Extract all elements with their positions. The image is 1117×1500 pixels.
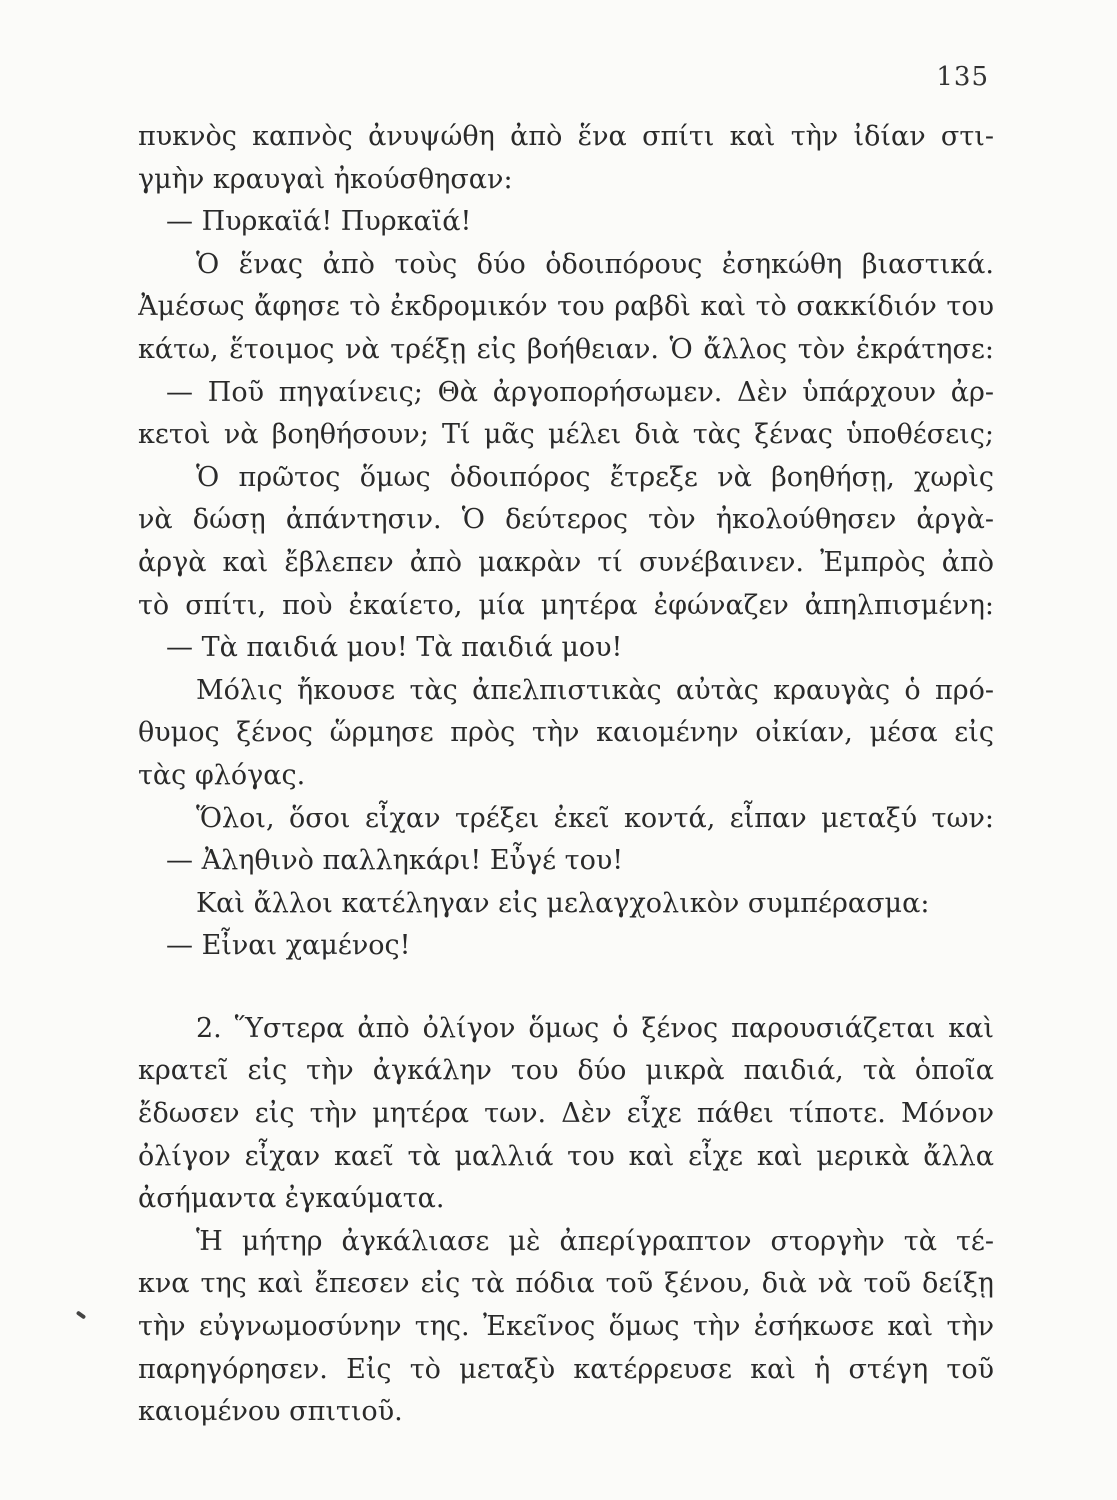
paper-speck: [76, 1310, 86, 1319]
text-line: Ὁ ἕνας ἀπὸ τοὺς δύο ὁδοιπόρους ἐσηκώθη βιαστικά.: [196, 248, 994, 280]
text-line: — Εἶναι χαμένος!: [166, 930, 411, 962]
text-line: ἀργὰ καὶ ἔβλεπεν ἀπὸ μακρὰν τί συνέβαινεν. Ἐμπρὸς ἀπὸ: [138, 546, 994, 578]
text-line: τὰς φλόγας.: [138, 759, 306, 791]
text-line: — Τὰ παιδιά μου! Τὰ παιδιά μου!: [166, 632, 623, 664]
body-text: [138, 116, 994, 1434]
text-line: κρατεῖ εἰς τὴν ἀγκάλην του δύο μικρὰ παιδιά, τὰ ὁποῖα: [138, 1055, 994, 1087]
text-line: 2. Ὕστερα ἀπὸ ὀλίγον ὅμως ὁ ξένος παρουσιάζεται καὶ: [196, 1012, 994, 1044]
text-line: κνα της καὶ ἔπεσεν εἰς τὰ πόδια τοῦ ξένου, διὰ νὰ τοῦ δείξῃ: [138, 1268, 994, 1300]
text-line: — Ἀληθινὸ παλληκάρι! Εὖγέ του!: [166, 845, 624, 877]
text-line: Ὅλοι, ὅσοι εἶχαν τρέξει ἐκεῖ κοντά, εἶπαν μεταξύ των:: [196, 802, 994, 834]
text-line: Ἡ μήτηρ ἀγκάλιασε μὲ ἀπερίγραπτον στοργὴν τὰ τέ-: [196, 1225, 994, 1257]
text-line: κάτω, ἕτοιμος νὰ τρέξῃ εἰς βοήθειαν. Ὁ ἄλλος τὸν ἐκράτησε:: [138, 333, 994, 365]
text-line: καιομένου σπιτιοῦ.: [138, 1396, 403, 1428]
text-line: πυκνὸς καπνὸς ἀνυψώθη ἀπὸ ἕνα σπίτι καὶ τὴν ἰδίαν στι-: [138, 121, 994, 152]
text-line: τὸ σπίτι, ποὺ ἐκαίετο, μία μητέρα ἐφώναζεν ἀπηλπισμένη:: [138, 589, 994, 621]
text-line: ἔδωσεν εἰς τὴν μητέρα των. Δὲν εἶχε πάθει τίποτε. Μόνον: [138, 1098, 994, 1130]
text-line: τὴν εὐγνωμοσύνην της. Ἐκεῖνος ὅμως τὴν ἐσήκωσε καὶ τὴν: [138, 1311, 994, 1343]
text-line: παρηγόρησεν. Εἰς τὸ μεταξὺ κατέρρευσε καὶ ἡ στέγη τοῦ: [138, 1353, 994, 1385]
text-line: θυμος ξένος ὥρμησε πρὸς τὴν καιομένην οἰκίαν, μέσα εἰς: [138, 717, 994, 749]
text-line: — Ποῦ πηγαίνεις; Θὰ ἀργοπορήσωμεν. Δὲν ὑπάρχουν ἀρ-: [166, 376, 994, 408]
text-line: Μόλις ἤκουσε τὰς ἀπελπιστικὰς αὐτὰς κραυγὰς ὁ πρό-: [196, 674, 994, 706]
section-2: [138, 1008, 994, 1434]
text-line: γμὴν κραυγαὶ ἠκούσθησαν:: [138, 163, 513, 195]
page-number: 135: [936, 62, 989, 92]
text-line: ἀσήμαντα ἐγκαύματα.: [138, 1183, 445, 1215]
text-line: νὰ δώσῃ ἀπάντησιν. Ὁ δεύτερος τὸν ἠκολούθησεν ἀργὰ-: [138, 504, 994, 536]
text-line: κετοὶ νὰ βοηθήσουν; Τί μᾶς μέλει διὰ τὰς ξένας ὑποθέσεις;: [138, 419, 994, 451]
section-1: [138, 116, 994, 968]
text-line: ὀλίγον εἶχαν καεῖ τὰ μαλλιά του καὶ εἶχε καὶ μερικὰ ἄλλα: [138, 1140, 994, 1172]
text-line: Καὶ ἄλλοι κατέληγαν εἰς μελαγχολικὸν συμπέρασμα:: [196, 887, 930, 919]
section-gap: [138, 968, 994, 1008]
text-line: Ὁ πρῶτος ὅμως ὁδοιπόρος ἔτρεξε νὰ βοηθήσῃ, χωρὶς: [196, 461, 994, 493]
text-line: Ἀμέσως ἄφησε τὸ ἐκδρομικόν του ραβδὶ καὶ τὸ σακκίδιόν του: [138, 291, 994, 323]
text-line: — Πυρκαϊά! Πυρκαϊά!: [166, 206, 472, 238]
